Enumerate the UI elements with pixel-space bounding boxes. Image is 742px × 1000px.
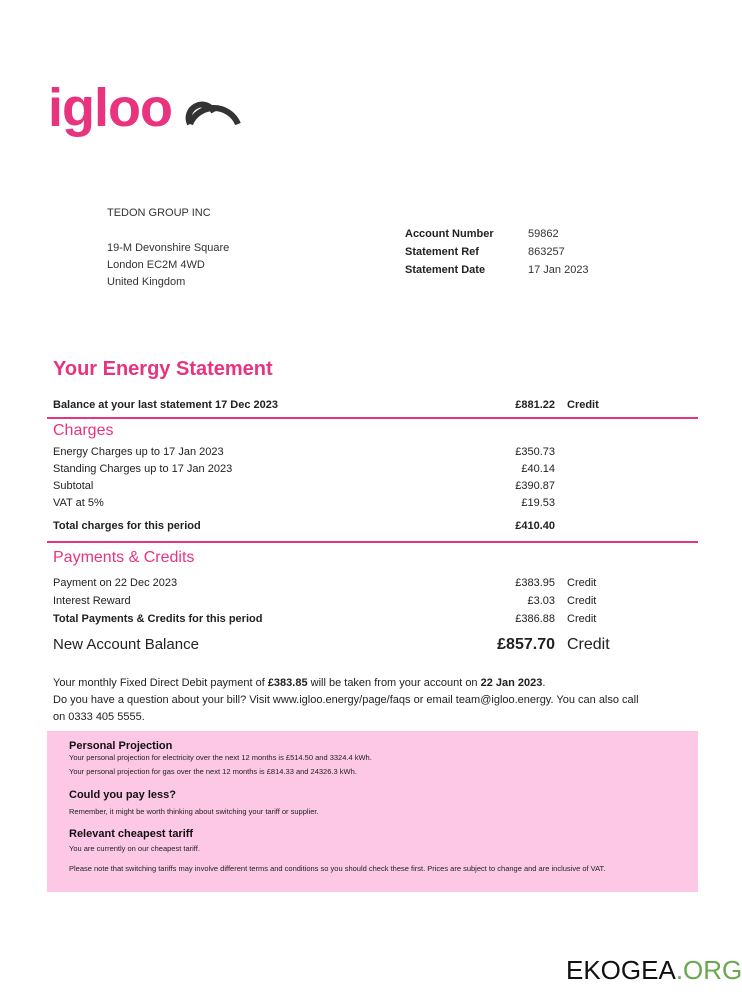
address-line: London EC2M 4WD [107,259,205,271]
logo-text: igloo [48,78,172,138]
payments-total-type: Credit [567,613,597,625]
projection-text: Your personal projection for gas over the next 12 months is £814.33 and 24326.3 kWh. [69,767,357,776]
charges-total-label: Total charges for this period [53,520,201,532]
charge-amount: £390.87 [515,480,555,492]
payment-row [53,593,698,610]
divider [47,541,698,543]
charge-label: Subtotal [53,480,94,492]
footer-part2: .ORG [675,955,742,985]
last-balance-row [53,397,698,414]
new-balance-row [53,634,698,656]
address-line: United Kingdom [107,276,186,288]
statement-ref-value: 863257 [528,246,565,258]
igloo-arc-icon [186,84,242,128]
projection-heading: Personal Projection [69,740,173,752]
statement-ref-row [405,243,589,261]
projection-box [47,731,698,892]
charge-amount: £40.14 [521,463,555,475]
payment-row [53,575,698,592]
payments-total-amount: £386.88 [515,613,555,625]
cheapest-tariff-text: You are currently on our cheapest tariff. [69,844,200,853]
payments-total-label: Total Payments & Credits for this period [53,613,263,625]
statement-date-row [405,261,589,279]
account-number-value: 59862 [528,228,559,240]
payment-amount: £383.95 [515,577,555,589]
charges-total-row [53,518,698,535]
cheapest-tariff-heading: Relevant cheapest tariff [69,828,194,840]
payment-label: Payment on 22 Dec 2023 [53,577,178,589]
divider [47,417,698,419]
charge-amount: £350.73 [515,446,555,458]
direct-debit-text [53,675,653,692]
charge-row [53,461,698,478]
question-text: Do you have a question about your bill? Visit www.igloo.energy/page/faqs or email team@igloo.energy. You can also call on 0333 405 5555. [53,694,639,723]
new-balance-label: New Account Balance [53,636,199,653]
new-balance-type: Credit [567,636,610,653]
payment-amount: £3.03 [527,595,555,607]
last-balance-amount: £881.22 [515,399,555,411]
dd-middle: will be taken from your account on [307,677,481,689]
payment-type: Credit [567,577,597,589]
new-balance-amount: £857.70 [497,636,555,653]
charge-row [53,495,698,512]
dd-prefix: Your monthly Fixed Direct Debit payment of [53,677,268,689]
charge-row [53,478,698,495]
recipient-address [107,240,229,291]
payment-label: Interest Reward [53,595,131,607]
statement-date-label: Statement Date [405,264,486,276]
igloo-logo [48,78,248,148]
last-balance-type: Credit [567,399,599,411]
charge-label: VAT at 5% [53,497,104,509]
footer-watermark [566,955,742,986]
charge-amount: £19.53 [521,497,555,509]
footer-part1: EKOGEA [566,955,676,985]
statement-date-value: 17 Jan 2023 [528,264,589,276]
charges-total-amount: £410.40 [515,520,555,532]
info-paragraph [53,675,653,726]
charge-label: Energy Charges up to 17 Jan 2023 [53,446,224,458]
account-info [405,225,589,279]
dd-suffix: . [542,677,546,689]
disclaimer-text: Please note that switching tariffs may involve different terms and conditions so you should check these first. Prices are subject to change and are inclusive of VAT. [69,864,606,873]
pay-less-text: Remember, it might be worth thinking about switching your tariff or supplier. [69,807,319,816]
charge-label: Standing Charges up to 17 Jan 2023 [53,463,233,475]
address-line: 19-M Devonshire Square [107,242,230,254]
pay-less-heading: Could you pay less? [69,789,176,801]
dd-amount: £383.85 [267,677,308,689]
statement-ref-label: Statement Ref [405,246,479,258]
payments-heading: Payments & Credits [53,549,195,566]
recipient-company: TEDON GROUP INC [107,207,211,219]
dd-date: 22 Jan 2023 [480,677,543,689]
projection-text: Your personal projection for electricity over the next 12 months is £514.50 and 3324.4 kWh. [69,753,372,762]
charges-heading: Charges [53,422,114,439]
account-number-label: Account Number [405,228,494,240]
charge-row [53,444,698,461]
last-balance-label: Balance at your last statement 17 Dec 2023 [53,399,279,411]
payments-total-row [53,611,698,628]
account-number-row [405,225,589,243]
payment-type: Credit [567,595,597,607]
statement-title: Your Energy Statement [53,358,273,380]
